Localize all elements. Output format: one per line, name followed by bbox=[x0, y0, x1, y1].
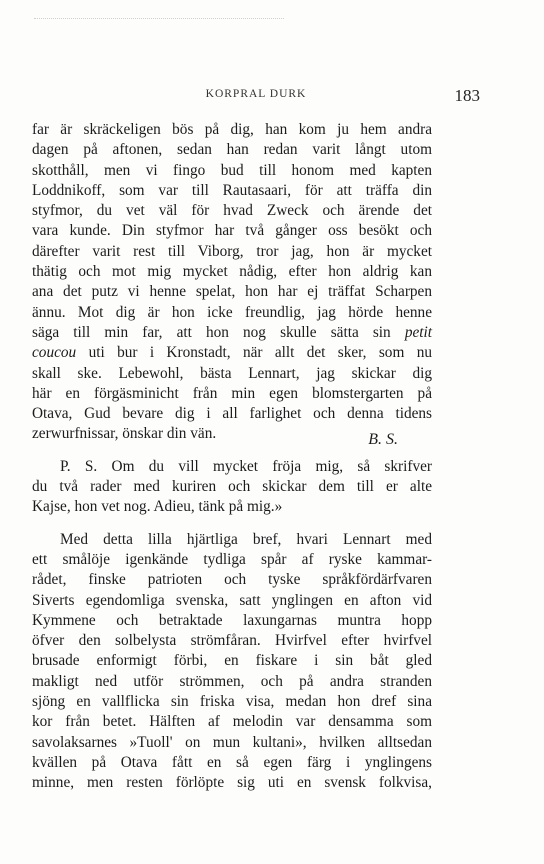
text-line: Siverts egendomliga svenska, satt ynglingen en afton vid bbox=[32, 591, 432, 609]
text-line: skotthåll, men vi fingo bud till honom med kapten bbox=[32, 161, 432, 179]
text-line: skall ske. Lebewohl, bästa Lennart, jag skickar dig bbox=[32, 364, 432, 382]
text-line: Med detta lilla hjärtliga bref, hvari Lennart med bbox=[60, 530, 432, 548]
line-text: säga till min far, att hon nog skulle sätta sin bbox=[32, 323, 391, 341]
text-line: Kajse, hon vet nog. Adieu, tänk på mig.» bbox=[32, 498, 283, 516]
text-line: brusade enformigt förbi, en fiskare i sin båt gled bbox=[32, 652, 432, 670]
text-line: kvällen på Otava fått en så egen färg i ynglingens bbox=[32, 753, 432, 771]
text-line bbox=[32, 343, 432, 363]
body-text bbox=[32, 120, 432, 794]
text-line: kor från betet. Hälften af melodin var densamma som bbox=[32, 713, 432, 731]
text-line: rådet, finske patrioten och tyske språkfördärfvaren bbox=[32, 571, 432, 589]
text-line: styfmor, du vet väl för hvad Zweck och ärende det bbox=[32, 202, 432, 220]
text-line: thätig och mot mig mycket nådig, efter hon aldrig kan bbox=[32, 263, 432, 281]
text-line: ana det putz vi henne spelat, hon har ej träffat Scharpen bbox=[32, 283, 432, 301]
line-text: uti bur i Kronstadt, när allt det sker, som nu bbox=[88, 344, 432, 362]
text-line: Loddnikoff, som var till Rautasaari, för att träffa din bbox=[32, 181, 432, 199]
signature: B. S. bbox=[368, 431, 398, 449]
italic-phrase: petit bbox=[404, 323, 433, 341]
text-line: därefter varit rest till Viborg, tror jag, hon är mycket bbox=[32, 242, 432, 260]
text-line: Kymmene och betraktade laxungarnas muntra hopp bbox=[32, 611, 432, 629]
text-line: far är skräckeligen bös på dig, han kom ju hem andra bbox=[32, 121, 432, 138]
text-line: öfver den solbelysta strömfåran. Hvirfvel efter hvirfvel bbox=[32, 632, 432, 650]
text-line bbox=[32, 323, 432, 343]
text-line: sjöng en vallflicka sin friska visa, medan hon dref sina bbox=[32, 693, 432, 711]
closing-text: zerwurfnissar, önskar din vän. bbox=[32, 425, 217, 443]
text-line: ännu. Mot dig är hon icke freundlig, jag hörde henne bbox=[32, 303, 432, 321]
text-line: dagen på aftonen, sedan han redan varit långt utom bbox=[32, 141, 432, 159]
text-line: savolaksarnes »Tuoll' on mun kultani», hvilken alltsedan bbox=[32, 733, 432, 751]
italic-phrase: coucou bbox=[32, 344, 77, 362]
text-line: makligt ned utför strömmen, och på andra stranden bbox=[32, 672, 432, 690]
text-line: du två rader med kuriren och skickar dem till er alte bbox=[32, 478, 432, 496]
closing-line bbox=[32, 424, 432, 449]
text-line: minne, men resten förlöpte sig uti en svensk folkvisa, bbox=[32, 774, 432, 792]
text-line: vara kunde. Din styfmor har två gånger oss besökt och bbox=[32, 222, 432, 240]
running-title: KORPRAL DURK bbox=[205, 88, 307, 100]
page-number: 183 bbox=[454, 86, 480, 105]
text-line: här en förgäsminicht från min egen blomstergarten på bbox=[32, 384, 432, 402]
text-line: ett smålöje igenkände tydliga spår af ryske kammar- bbox=[32, 550, 432, 568]
text-line: P. S. Om du vill mycket fröja mig, så skrifver bbox=[60, 457, 432, 475]
text-line: Otava, Gud bevare dig i all farlighet och denna tidens bbox=[32, 405, 432, 423]
page-header bbox=[30, 86, 482, 106]
page-smudge bbox=[34, 18, 284, 21]
